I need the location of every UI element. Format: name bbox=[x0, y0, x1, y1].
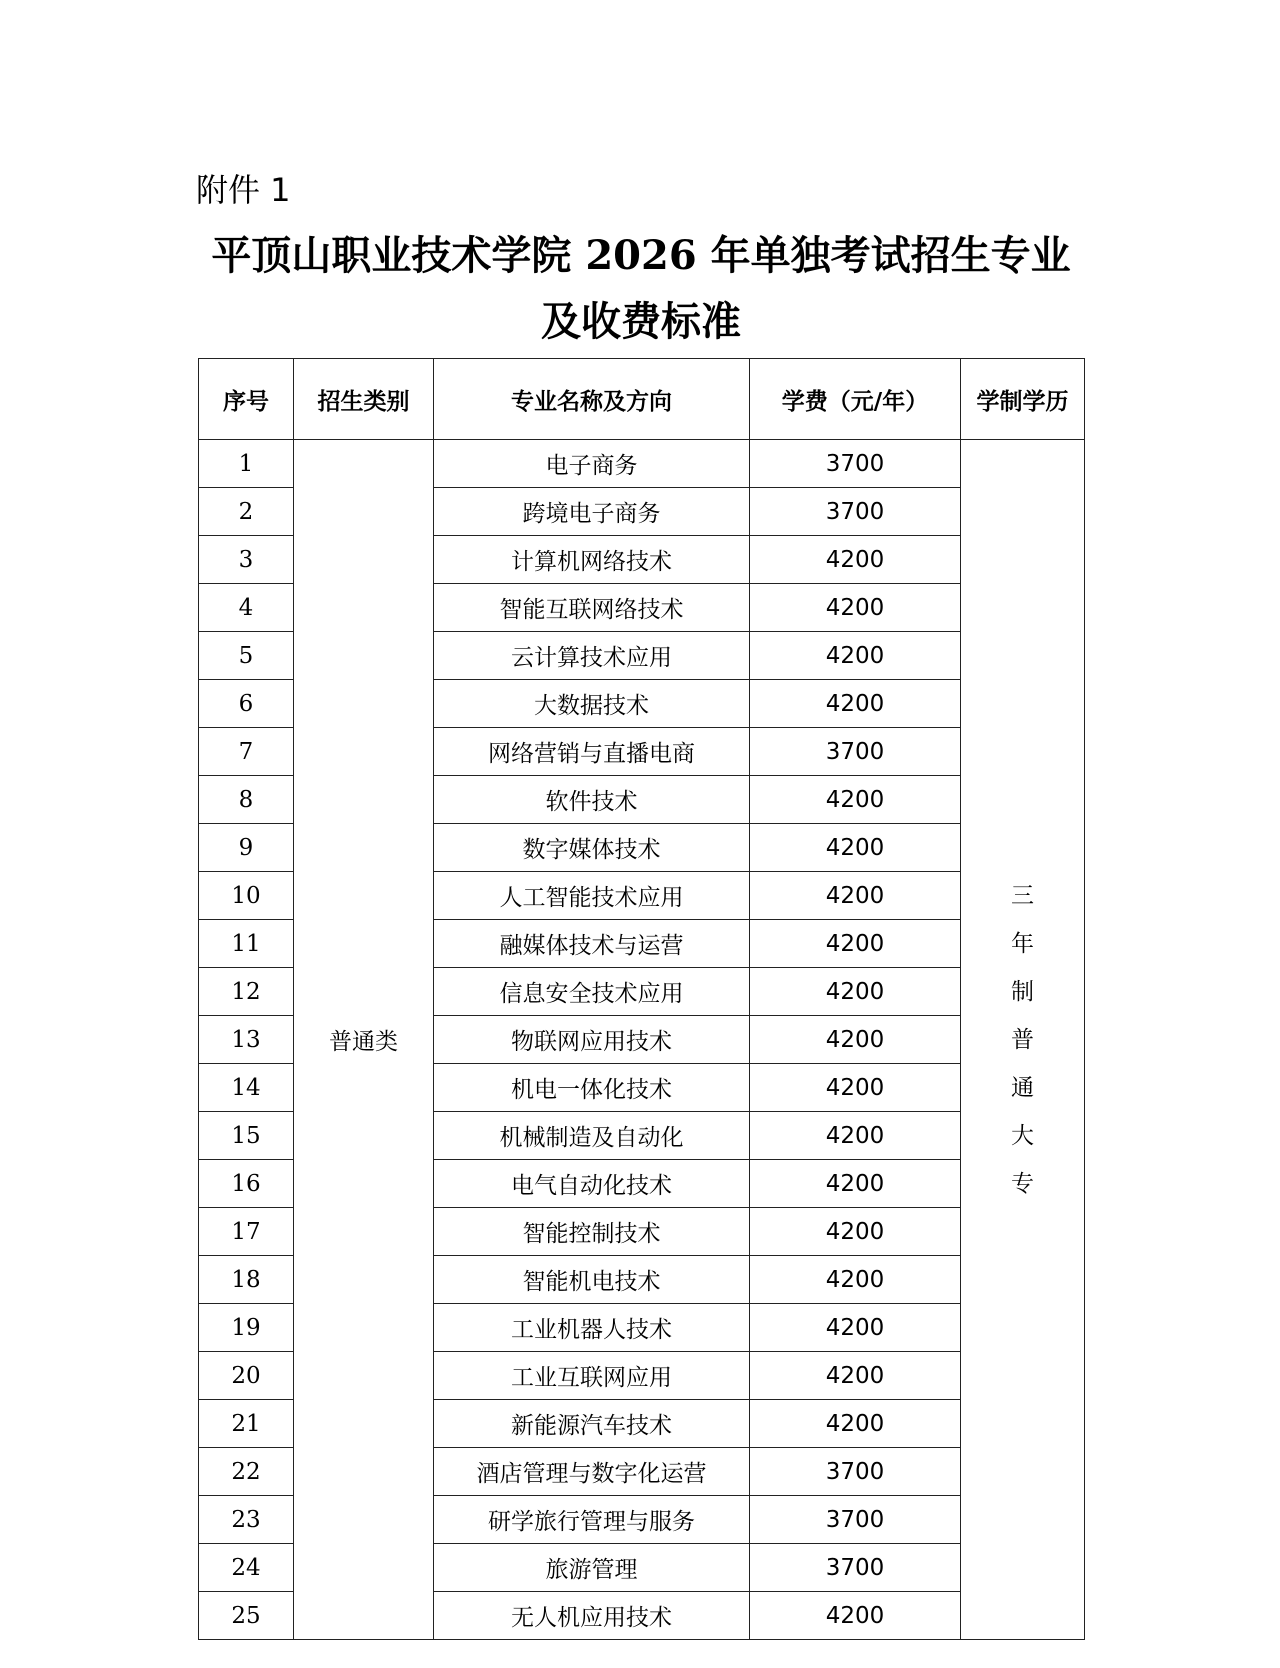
education-system-char: 三 bbox=[1011, 882, 1034, 909]
row-fee: 4200 bbox=[750, 1160, 961, 1208]
row-major: 信息安全技术应用 bbox=[434, 968, 750, 1016]
row-fee: 3700 bbox=[750, 1544, 961, 1592]
row-major: 云计算技术应用 bbox=[434, 632, 750, 680]
document-title-line-1: 平顶山职业技术学院 2026 年单独考试招生专业 bbox=[211, 232, 1071, 279]
education-system-char: 大 bbox=[1011, 1122, 1034, 1149]
row-major: 新能源汽车技术 bbox=[434, 1400, 750, 1448]
education-system-cell bbox=[961, 440, 1085, 1640]
table-body bbox=[199, 440, 1085, 1640]
row-major: 网络营销与直播电商 bbox=[434, 728, 750, 776]
row-major: 跨境电子商务 bbox=[434, 488, 750, 536]
row-fee: 4200 bbox=[750, 824, 961, 872]
row-major: 机械制造及自动化 bbox=[434, 1112, 750, 1160]
row-fee: 4200 bbox=[750, 1112, 961, 1160]
row-major: 智能控制技术 bbox=[434, 1208, 750, 1256]
row-seq: 23 bbox=[199, 1496, 294, 1544]
row-major: 智能机电技术 bbox=[434, 1256, 750, 1304]
row-seq: 2 bbox=[199, 488, 294, 536]
attachment-label: 附件 1 bbox=[196, 171, 291, 209]
row-major: 旅游管理 bbox=[434, 1544, 750, 1592]
header-category: 招生类别 bbox=[294, 359, 434, 440]
row-fee: 4200 bbox=[750, 1064, 961, 1112]
education-system-char: 制 bbox=[1011, 978, 1034, 1005]
row-fee: 4200 bbox=[750, 872, 961, 920]
row-major: 无人机应用技术 bbox=[434, 1592, 750, 1640]
header-seq: 序号 bbox=[199, 359, 294, 440]
row-seq: 11 bbox=[199, 920, 294, 968]
header-fee: 学费（元/年） bbox=[750, 359, 961, 440]
row-seq: 15 bbox=[199, 1112, 294, 1160]
row-seq: 22 bbox=[199, 1448, 294, 1496]
row-seq: 10 bbox=[199, 872, 294, 920]
row-fee: 4200 bbox=[750, 1400, 961, 1448]
row-major: 研学旅行管理与服务 bbox=[434, 1496, 750, 1544]
row-seq: 3 bbox=[199, 536, 294, 584]
education-system-char: 专 bbox=[1011, 1170, 1034, 1197]
row-seq: 17 bbox=[199, 1208, 294, 1256]
row-seq: 8 bbox=[199, 776, 294, 824]
row-seq: 18 bbox=[199, 1256, 294, 1304]
row-seq: 21 bbox=[199, 1400, 294, 1448]
row-seq: 20 bbox=[199, 1352, 294, 1400]
fee-table bbox=[198, 358, 1085, 1640]
table-row bbox=[199, 440, 1085, 488]
row-seq: 4 bbox=[199, 584, 294, 632]
table-header-row bbox=[199, 359, 1085, 440]
row-fee: 3700 bbox=[750, 1448, 961, 1496]
row-fee: 3700 bbox=[750, 728, 961, 776]
row-fee: 4200 bbox=[750, 1016, 961, 1064]
row-seq: 5 bbox=[199, 632, 294, 680]
row-fee: 4200 bbox=[750, 968, 961, 1016]
document-title-line-2: 及收费标准 bbox=[541, 298, 741, 345]
row-fee: 4200 bbox=[750, 776, 961, 824]
row-seq: 16 bbox=[199, 1160, 294, 1208]
header-system: 学制学历 bbox=[961, 359, 1085, 440]
row-fee: 4200 bbox=[750, 536, 961, 584]
header-major: 专业名称及方向 bbox=[434, 359, 750, 440]
row-seq: 7 bbox=[199, 728, 294, 776]
row-seq: 13 bbox=[199, 1016, 294, 1064]
education-system-char: 普 bbox=[1011, 1026, 1034, 1053]
row-major: 软件技术 bbox=[434, 776, 750, 824]
row-fee: 4200 bbox=[750, 1352, 961, 1400]
row-fee: 4200 bbox=[750, 1592, 961, 1640]
row-major: 酒店管理与数字化运营 bbox=[434, 1448, 750, 1496]
row-fee: 4200 bbox=[750, 1304, 961, 1352]
row-fee: 4200 bbox=[750, 584, 961, 632]
row-seq: 12 bbox=[199, 968, 294, 1016]
row-seq: 1 bbox=[199, 440, 294, 488]
row-fee: 3700 bbox=[750, 440, 961, 488]
row-seq: 24 bbox=[199, 1544, 294, 1592]
row-major: 数字媒体技术 bbox=[434, 824, 750, 872]
row-seq: 14 bbox=[199, 1064, 294, 1112]
row-seq: 6 bbox=[199, 680, 294, 728]
row-fee: 4200 bbox=[750, 632, 961, 680]
row-seq: 25 bbox=[199, 1592, 294, 1640]
row-major: 物联网应用技术 bbox=[434, 1016, 750, 1064]
education-system-char: 年 bbox=[1011, 930, 1034, 957]
row-major: 电气自动化技术 bbox=[434, 1160, 750, 1208]
education-system-char: 通 bbox=[1011, 1074, 1034, 1101]
row-major: 机电一体化技术 bbox=[434, 1064, 750, 1112]
row-seq: 9 bbox=[199, 824, 294, 872]
row-fee: 3700 bbox=[750, 1496, 961, 1544]
row-fee: 4200 bbox=[750, 1256, 961, 1304]
category-cell: 普通类 bbox=[294, 440, 434, 1640]
row-major: 工业互联网应用 bbox=[434, 1352, 750, 1400]
row-major: 智能互联网络技术 bbox=[434, 584, 750, 632]
row-fee: 4200 bbox=[750, 680, 961, 728]
row-major: 电子商务 bbox=[434, 440, 750, 488]
row-fee: 3700 bbox=[750, 488, 961, 536]
row-major: 人工智能技术应用 bbox=[434, 872, 750, 920]
row-seq: 19 bbox=[199, 1304, 294, 1352]
row-fee: 4200 bbox=[750, 920, 961, 968]
row-major: 大数据技术 bbox=[434, 680, 750, 728]
row-major: 工业机器人技术 bbox=[434, 1304, 750, 1352]
row-fee: 4200 bbox=[750, 1208, 961, 1256]
row-major: 融媒体技术与运营 bbox=[434, 920, 750, 968]
row-major: 计算机网络技术 bbox=[434, 536, 750, 584]
